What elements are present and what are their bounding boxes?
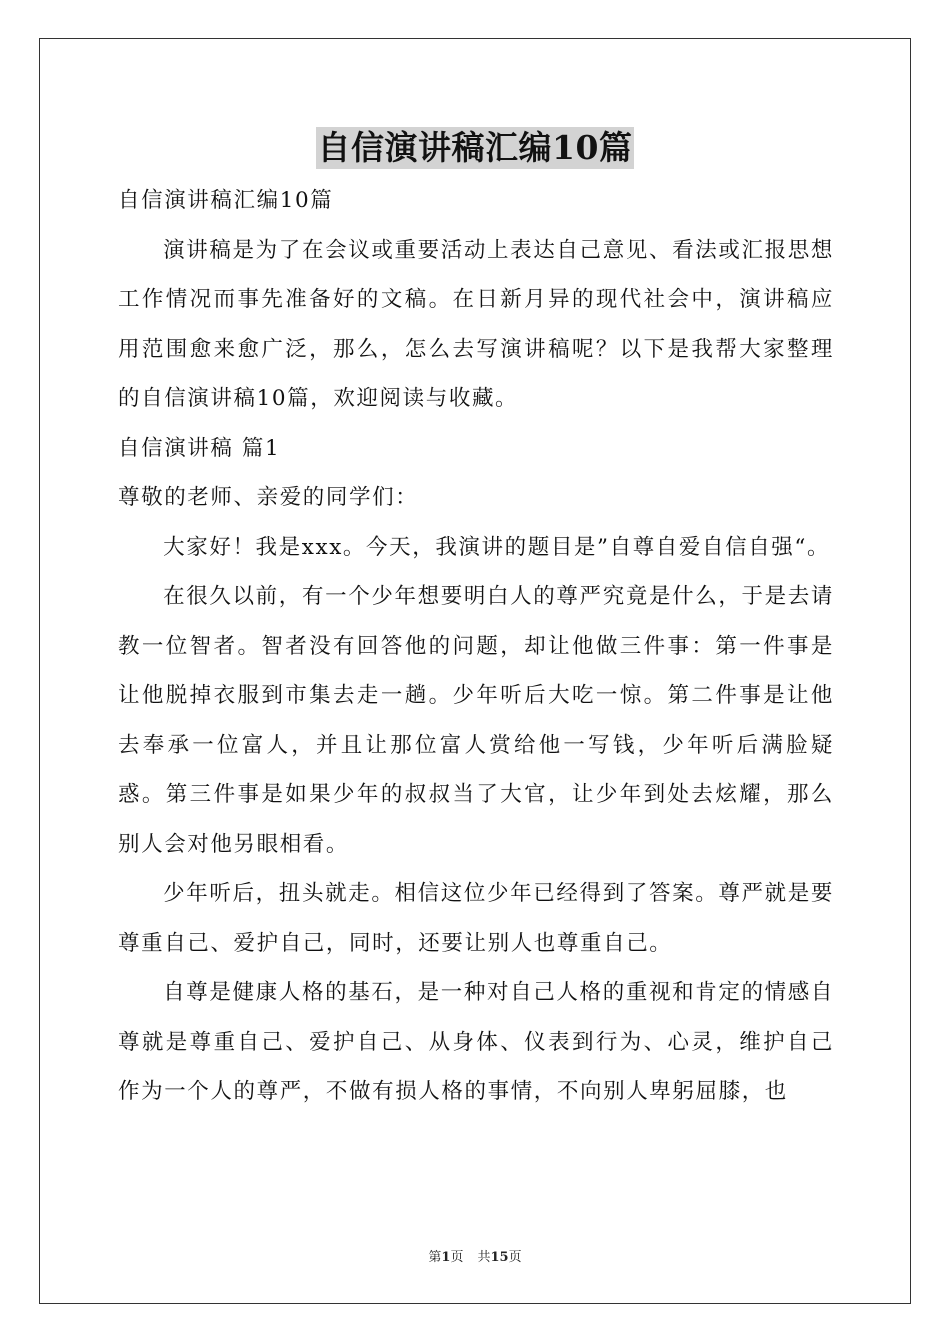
document-body [118, 176, 834, 1117]
paragraph: 自信演讲稿汇编10篇 [118, 188, 334, 213]
current-page-number: 1 [441, 1250, 451, 1265]
paragraph: 演讲稿是为了在会议或重要活动上表达自己意见、看法或汇报思想工作情况而事先准备好的文稿。在日新月异的现代社会中，演讲稿应用范围愈来愈广泛，那么，怎么去写演讲稿呢？以下是我帮大家整理的自信演讲稿10篇，欢迎阅读与收藏。 [118, 237, 834, 411]
page-footer [0, 1246, 950, 1265]
section-heading: 自信演讲稿 篇1 [118, 435, 281, 461]
total-prefix: 共 [477, 1250, 491, 1265]
paragraph: 自尊是健康人格的基石，是一种对自己人格的重视和肯定的情感自尊就是尊重自己、爱护自己、从身体、仪表到行为、心灵，维护自己作为一个人的尊严，不做有损人格的事情，不向别人卑躬屈膝，也 [118, 980, 834, 1104]
page-suffix: 页 [450, 1250, 464, 1265]
document-title: 自信演讲稿汇编10篇 [317, 128, 633, 167]
total-page-count: 15 [490, 1250, 509, 1265]
salutation: 尊敬的老师、亲爱的同学们： [118, 485, 419, 510]
paragraph: 少年听后，扭头就走。相信这位少年已经得到了答案。尊严就是要尊重自己、爱护自己，同时，还要让别人也尊重自己。 [118, 881, 834, 956]
paragraph: 大家好！我是xxx。今天，我演讲的题目是”自尊自爱自信自强“。 [163, 534, 831, 560]
page-prefix: 第 [428, 1250, 442, 1265]
paragraph: 在很久以前，有一个少年想要明白人的尊严究竟是什么，于是去请教一位智者。智者没有回答他的问题，却让他做三件事：第一件事是让他脱掉衣服到市集去走一趟。少年听后大吃一惊。第二件事是让他去奉承一位富人，并且让那位富人赏给他一写钱，少年听后满脸疑惑。第三件事是如果少年的叔叔当了大官，让少年到处去炫耀，那么别人会对他另眼相看。 [118, 584, 834, 857]
total-suffix: 页 [508, 1250, 522, 1265]
title-container [0, 127, 950, 169]
